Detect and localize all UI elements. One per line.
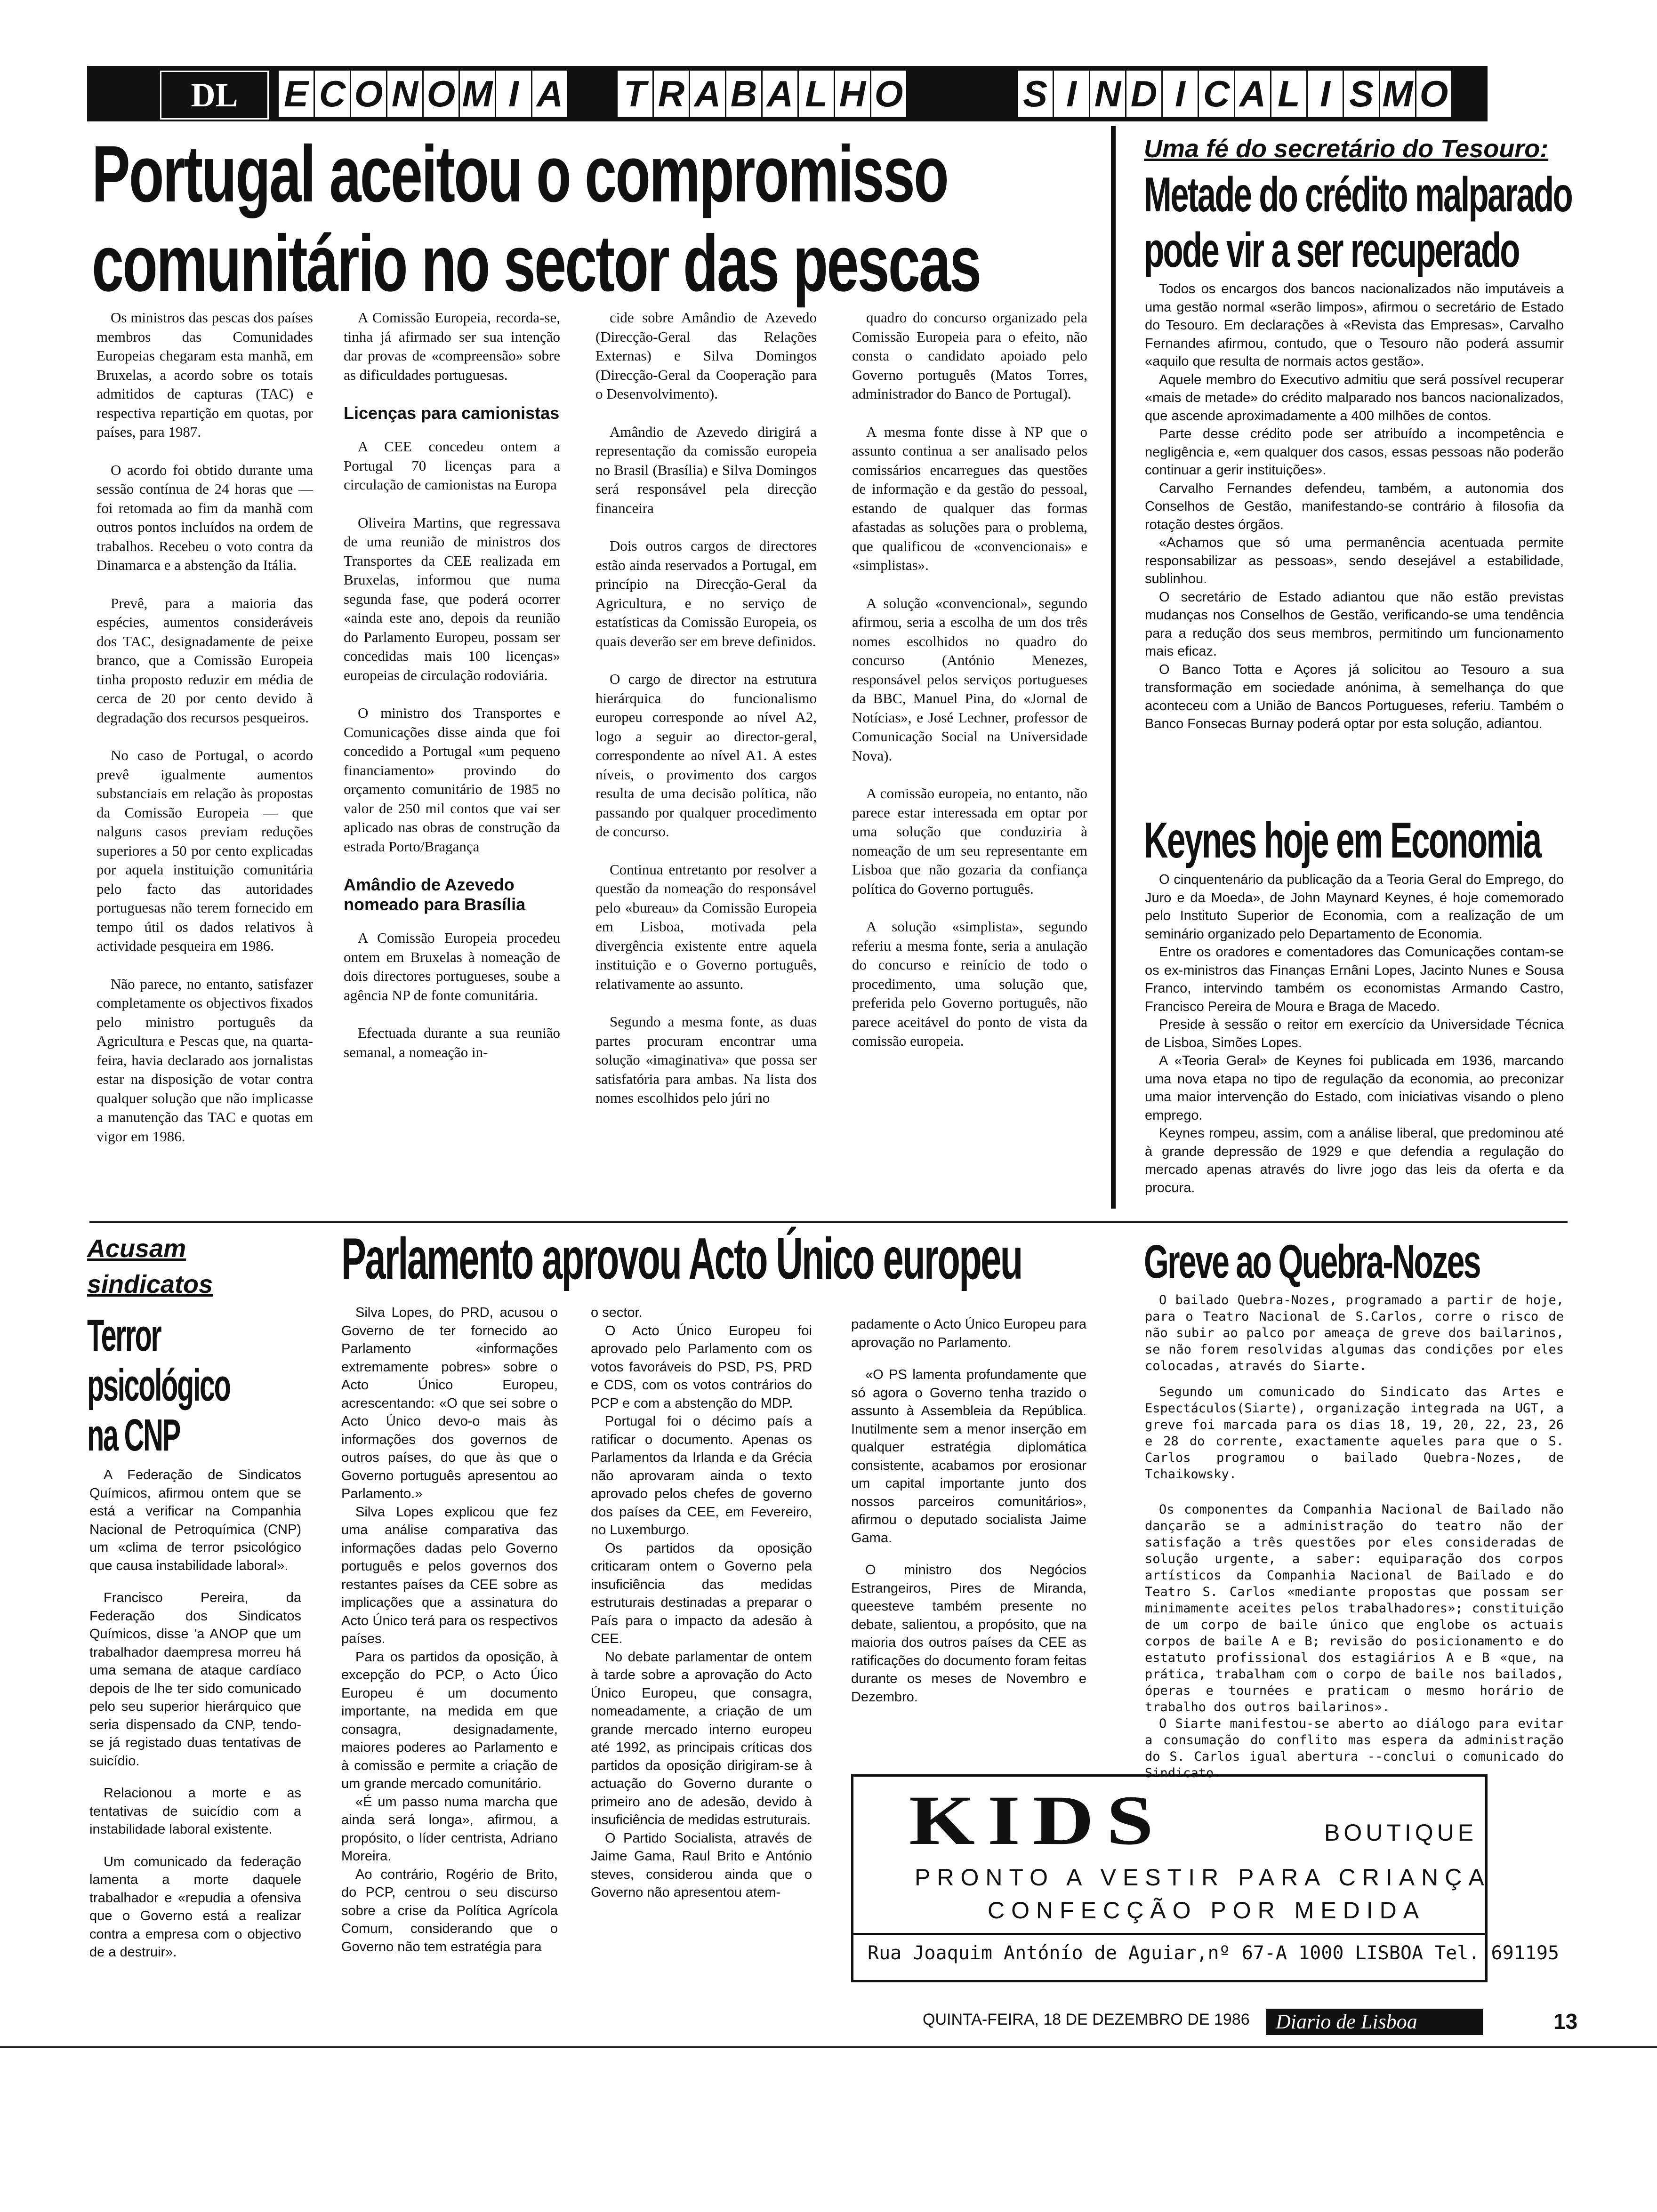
main-col4-p: quadro do concurso organizado pela Comissão Europeia para o efeito, não consta o candidato apoiado pelo Governo português (Matos Torres, administrador do Banco de Portugal). bbox=[852, 309, 1087, 402]
sindicatos-kicker-line1: Acusam bbox=[87, 1234, 186, 1263]
main-col1-p: O acordo foi obtido durante uma sessão contínua de 24 horas que — foi retomada ao fim da manhã com outros pontos incluídos na ordem de trabalhos. Recebeu o voto contra da Dinamarca e a abstenção da Itália. bbox=[97, 461, 313, 573]
acto-col1-p: Para os partidos da oposição, à excepção do PCP, o Acto Úico Europeu é um documento importante, na medida em que consagra, designadamente, maiores poderes ao Parlamento e à comissão e permite a criação de um grande mercado comunitário. bbox=[341, 1649, 558, 1791]
footer-masthead: Diario de Lisboa bbox=[1276, 2010, 1417, 2033]
sindicatos-p: A Federação de Sindicatos Químicos, afirmou ontem que se está a verificar na Companhia Nacional de Petroquímica (CNP) um «clima de terror psicológico que causa instabilidade laboral». bbox=[89, 1467, 301, 1573]
keynes-headline: Keynes hoje em Economia bbox=[1144, 811, 1541, 868]
sindicatos-p: Um comunicado da federação lamenta a morte daquele trabalhador e «repudia a ofensiva que o Governo está a realizar contra a empresa com o objectivo de a destruir». bbox=[89, 1854, 301, 1960]
tesouro-kicker: Uma fé do secretário do Tesouro: bbox=[1144, 135, 1549, 163]
acto-col1 bbox=[341, 1304, 558, 1956]
sindicatos-p: Relacionou a morte e as tentativas de suicídio com a instabilidade laboral existente. bbox=[89, 1786, 301, 1837]
section-letter: S bbox=[1344, 71, 1380, 117]
section-letter: I bbox=[1308, 71, 1344, 117]
greve-p: Segundo um comunicado do Sindicato das Artes e Espectáculos(Siarte), organização integrada na UGT, a greve foi marcada para os dias 18, 19, 20, 22, 23, 26 e 28 do corrente, exactamente aqueles para que o S. Carlos programou o bailado Quebra-Nozes, de Tchaikowsky. bbox=[1145, 1385, 1564, 1482]
sindicatos-headline-line1: Terror bbox=[87, 1310, 161, 1361]
tesouro-p: «Achamos que só uma permanência acentuada permite responsabilizar as pessoas», sendo desejável a estabilidade, sublinhou. bbox=[1145, 535, 1564, 586]
main-col4-p: A solução «simplista», segundo referiu a mesma fonte, seria a anulação do concurso e reinício de todo o procedimento, uma solução que, preferida pelo Governo português, não parece aceitável do ponto de vista da comissão europeia. bbox=[852, 918, 1087, 1049]
acto-col1-p: Silva Lopes, do PRD, acusou o Governo de ter fornecido ao Parlamento «informações extremamente pobres» sobre o Acto Único Europeu, acrescentando: «O que sei sobre o Acto Único devo-o mais às informações dos governos de outros países, do que às que o Governo português apresentou ao Parlamento.» bbox=[341, 1305, 558, 1501]
main-col1-p: No caso de Portugal, o acordo prevê igualmente aumentos substanciais em relação às propostas da Comissão Europeia — que nalguns casos previam reduções superiores a 50 por cento explicadas por aquela instituição comunitária pelo facto das autoridades portuguesas não terem fornecido em tempo útil os dados relativos à actividade pesqueira em 1986. bbox=[97, 747, 313, 954]
section-letter: B bbox=[726, 71, 763, 117]
keynes-body bbox=[1145, 871, 1564, 1197]
greve-p: O bailado Quebra-Nozes, programado a partir de hoje, para o Teatro Nacional de S.Carlos, corre o risco de não subir ao palco por ameaça de greve dos bailarinos, se não forem resolvidas algumas das condições por eles colocadas, através do Siarte. bbox=[1145, 1293, 1564, 1373]
main-col3-p: cide sobre Amândio de Azevedo (Direcção-Geral das Relações Externas) e Silva Domingos (Direcção-Geral da Cooperação para o Desenvolvimento). bbox=[595, 309, 817, 402]
main-col3-p: Segundo a mesma fonte, as duas partes procuram encontrar uma solução «imaginativa» que possa ser satisfatória para ambas. Na lista dos nomes escolhidos pelo júri no bbox=[595, 1013, 817, 1106]
greve-p: O Siarte manifestou-se aberto ao diálogo para evitar a consumação do conflito mas espera da administração do S. Carlos igual abertura --conclui o comunicado do Sindicato. bbox=[1145, 1716, 1564, 1780]
main-col3-p: Dois outros cargos de directores estão ainda reservados a Portugal, em princípio na Direcção-Geral da Agricultura, e no serviço de estatísticas da Comissão Europeia, os quais deverão ser em breve definidos. bbox=[595, 537, 817, 649]
main-col4-p: A comissão europeia, no entanto, não parece estar interessada em optar por uma solução que conduziria à nomeação de um seu representante em Lisboa que não gozaria da confiança política do Governo português. bbox=[852, 785, 1087, 897]
newspaper-logo: DL bbox=[160, 71, 269, 120]
main-col3-p: O cargo de director na estrutura hierárquica do funcionalismo europeu corresponde ao nível A2, logo a seguir ao director-geral, correspondente ao nível A1. A estes níveis, o provimento dos cargos resulta de uma decisão política, não passando por qualquer procedimento de concurso. bbox=[595, 671, 817, 840]
section-letter: A bbox=[690, 71, 726, 117]
main-col3-p: Continua entretanto por resolver a questão da nomeação do responsável pelo «bureau» da Comissão Europeia em Lisboa, motivada pela divergência existente entre aquela instituição e o Governo português, relativamente ao assunto. bbox=[595, 861, 817, 992]
column-rule bbox=[1111, 126, 1116, 1209]
subhead-amandio: Amândio de Azevedo nomeado para Brasília bbox=[344, 875, 526, 914]
acto-col2-p: No debate parlamentar de ontem à tarde sobre a aprovação do Acto Único Europeu, que consagra, nomeadamente, a criação de um grande mercado interno europeu até 1992, as principais críticas dos partidos da oposição dirigiram-se à actuação do Governo durante o primeiro ano de adesão, devido à insuficiência de medidas estruturais. bbox=[591, 1649, 812, 1827]
page-number: 13 bbox=[1553, 2009, 1578, 2034]
acto-col2-p: Os partidos da oposição criticaram ontem o Governo pela insuficiência das medidas estruturais destinadas a preparar o País para o impacto da adesão à CEE. bbox=[591, 1540, 812, 1646]
acto-col1-p: Ao contrário, Rogério de Brito, do PCP, centrou o seu discurso sobre a crise da Política Agrícola Comum, considerando que o Governo não tem estratégia para bbox=[341, 1867, 558, 1955]
section-letter: C bbox=[1199, 71, 1235, 117]
main-col2-p: A Comissão Europeia, recorda-se, tinha já afirmado ser sua intenção dar provas de «compreensão» sobre as dificuldades portuguesas. bbox=[344, 309, 560, 383]
section-letter: T bbox=[618, 71, 654, 117]
sindicatos-headline-line3: na CNP bbox=[87, 1410, 180, 1460]
section-letter: L bbox=[1271, 71, 1308, 117]
section-letter: N bbox=[1090, 71, 1126, 117]
section-letter: A bbox=[1235, 71, 1271, 117]
main-col2-p: A CEE concedeu ontem a Portugal 70 licenças para a circulação de camionistas na Europa bbox=[344, 438, 560, 493]
main-headline-line1: Portugal aceitou o compromisso bbox=[92, 129, 948, 219]
main-col2-p: O ministro dos Transportes e Comunicações disse ainda que foi concedido a Portugal «um pequeno financiamento» provindo do orçamento comunitário de 1985 no valor de 250 mil contos que vai ser aplicado nas obras de construção da estrada Porto/Bragança bbox=[344, 705, 560, 855]
section-letter: I bbox=[1054, 71, 1090, 117]
section-letter: H bbox=[835, 71, 871, 117]
main-col1 bbox=[97, 308, 313, 1165]
sindicatos-headline-line2: psicológico bbox=[87, 1360, 230, 1411]
section-letter: O bbox=[1416, 71, 1453, 117]
main-col2 bbox=[344, 308, 560, 1081]
acto-unico-headline: Parlamento aprovou Acto Único europeu bbox=[341, 1226, 1022, 1291]
sindicatos-body bbox=[89, 1466, 301, 1962]
section-tab-sindicalismo bbox=[1018, 71, 1453, 117]
ad-brand: KIDS bbox=[909, 1781, 1166, 1859]
main-col1-p: Prevê, para a maioria das espécies, aumentos consideráveis dos TAC, designadamente de peixe branco, que a Comissão Europeia tinha proposto reduzir em média de cerca de 20 por cento devido à degradação dos recursos pesqueiros. bbox=[97, 594, 313, 726]
section-letter: A bbox=[532, 71, 569, 117]
acto-col3-p: «O PS lamenta profundamente que só agora o Governo tenha trazido o assunto à Assembleia da República. Inutilmente sem a menor inserção em qualquer estratégia diplomática consistente, acabamos por erosionar um capital importante junto dos nossos parceiros comunitários», afirmou o deputado socialista Jaime Gama. bbox=[851, 1367, 1086, 1546]
acto-col2-p: o sector. bbox=[591, 1305, 643, 1320]
greve-p: Os componentes da Companhia Nacional de Bailado não dançarão se a administração do teatro não der satisfação a três questões por eles consideradas de solução urgente, a saber: equiparação dos corpos artísticos da Companhia Nacional de Bailado e do Teatro S. Carlos «mediante propostas que possam ser minimamente aceites pelos trabalhadores»; constituição de um corpo de baile único que englobe os actuais corpos de baile A e B; revisão do posicionamento e do estatuto profissional dos estagiários A e B «que, na prática, trabalham com o corpo de baile nos bailados, óperas e tournées e praticam o mesmo horário de trabalho dos outros bailarinos». bbox=[1145, 1502, 1564, 1715]
ad-tag: BOUTIQUE bbox=[1324, 1819, 1478, 1846]
section-letter: R bbox=[654, 71, 690, 117]
section-letter: C bbox=[315, 71, 351, 117]
section-divider bbox=[89, 1221, 1568, 1223]
kids-boutique-ad bbox=[851, 1774, 1560, 1982]
section-tab-trabalho bbox=[618, 71, 908, 117]
section-letter: O bbox=[871, 71, 908, 117]
keynes-p: Keynes rompeu, assim, com a análise liberal, que predominou até à grande depressão de 1929 e que defendia a regulação do mercado apenas através do livre jogo das leis da oferta e da procura. bbox=[1145, 1126, 1564, 1195]
tesouro-body bbox=[1145, 280, 1564, 733]
main-col1-p: Os ministros das pescas dos países membros das Comunidades Europeias chegaram esta manhã, em Bruxelas, a acordo sobre os totais admitidos de capturas (TAC) e respectiva repartição em quotas, por países, para 1987. bbox=[97, 309, 313, 440]
sindicatos-headline bbox=[87, 1311, 230, 1460]
subhead-licencas: Licenças para camionistas bbox=[344, 403, 560, 423]
section-letter: N bbox=[387, 71, 424, 117]
sindicatos-kicker-line2: sindicatos bbox=[87, 1270, 213, 1298]
main-col3-p: Amândio de Azevedo dirigirá a representação da comissão europeia no Brasil (Brasília) e Silva Domingos será responsável pela direcção financeira bbox=[595, 423, 817, 516]
section-letter: M bbox=[1380, 71, 1416, 117]
acto-col3 bbox=[851, 1315, 1086, 1706]
acto-col2-p: O Acto Único Europeu foi aprovado pelo Parlamento com os votos favoráveis do PSD, PS, PRD e CDS, com os votos contrários do PCP e com a abstenção do MDP. bbox=[591, 1323, 812, 1411]
section-letter: A bbox=[763, 71, 799, 117]
keynes-p: O cinquentenário da publicação da a Teoria Geral do Emprego, do Juro e da Moeda», de John Maynard Keynes, é hoje comemorado pelo Instituto Superior de Economia, com a realização de um seminário organizado pelo Departamento de Economia. bbox=[1145, 872, 1564, 942]
tesouro-p: Carvalho Fernandes defendeu, também, a autonomia dos Conselhos de Gestão, manifestando-se contrário à filosofia da rotação destes órgãos. bbox=[1145, 481, 1564, 532]
section-tab-economia bbox=[279, 71, 569, 117]
ad-line2: CONFECÇÃO POR MEDIDA bbox=[988, 1897, 1426, 1923]
acto-col2 bbox=[591, 1304, 812, 1902]
main-col4-p: A mesma fonte disse à NP que o assunto continua a ser analisado pelos comissários encarregues das questões de informação e da gestão do pessoal, estando de qualquer das formas afastadas as soluções para o problema, que qualificou de «convencionais» e «simplistas». bbox=[852, 423, 1087, 573]
main-col2-p: A Comissão Europeia procedeu ontem em Bruxelas à nomeação de dois directores portugueses, soube a agência NP de fonte comunitária. bbox=[344, 930, 560, 1003]
main-col2-p: Oliveira Martins, que regressava de uma reunião de ministros dos Transportes da CEE realizada em Bruxelas, informou que numa segunda fase, que poderá ocorrer «ainda este ano, depois da reunião do Parlamento Europeu, possam ser concedidas mais 100 licenças» europeias de circulação rodoviária. bbox=[344, 514, 560, 683]
footer-date: QUINTA-FEIRA, 18 DE DEZEMBRO DE 1986 bbox=[923, 2011, 1250, 2028]
ad-address: Rua Joaquim Antónío de Aguiar,nº 67-A 1000 LISBOA Tel. 691195 bbox=[868, 1942, 1560, 1964]
acto-col1-p: Silva Lopes explicou que fez uma análise comparativa das informações dadas pelo Governo português e pelos governos dos restantes países da CEE sobre as implicações que a assinatura do Acto Único terá para os respectivos países. bbox=[341, 1504, 558, 1646]
section-letter: M bbox=[460, 71, 496, 117]
keynes-p: Preside à sessão o reitor em exercício da Universidade Técnica de Lisboa, Simões Lopes. bbox=[1145, 1017, 1564, 1050]
main-col1-p: Não parece, no entanto, satisfazer completamente os objectivos fixados pelo ministro português da Agricultura e Pescas que, na quarta-feira, havia declarado aos jornalistas estar na disposição de votar contra qualquer solução que não implicasse a manutenção das TAC e quotas em vigor em 1986. bbox=[97, 975, 313, 1145]
acto-col1-p: «É um passo numa marcha que ainda será longa», afirmou, a propósito, o líder centrista, Adriano Moreira. bbox=[341, 1794, 558, 1864]
tesouro-headline bbox=[1144, 167, 1572, 278]
acto-col3-p: padamente o Acto Único Europeu para aprovação no Parlamento. bbox=[851, 1317, 1086, 1350]
sindicatos-kicker bbox=[87, 1231, 213, 1302]
main-headline-line2: comunitário no sector das pescas bbox=[92, 219, 981, 308]
tesouro-p: Parte desse crédito pode ser atribuído a incompetência e negligência e, «em qualquer dos casos, essas pessoas não poderão continuar a gerir instituições». bbox=[1145, 426, 1564, 478]
section-letter: I bbox=[496, 71, 532, 117]
section-letter: O bbox=[351, 71, 387, 117]
main-col4 bbox=[852, 308, 1087, 1070]
greve-headline: Greve ao Quebra-Nozes bbox=[1144, 1235, 1480, 1288]
keynes-p: Entre os oradores e comentadores das Comunicações contam-se os ex-ministros das Finanças Ernâni Lopes, Jacinto Nunes e Sousa Franco, intervindo também os economistas Armando Castro, Francisco Pereira de Moura e Braga de Macedo. bbox=[1145, 945, 1564, 1014]
greve-body bbox=[1145, 1292, 1564, 1781]
main-col2-p: Efectuada durante a sua reunião semanal, a nomeação in- bbox=[344, 1025, 560, 1060]
main-headline bbox=[92, 129, 980, 308]
ad-divider bbox=[853, 1933, 1485, 1935]
tesouro-headline-line2: pode vir a ser recuperado bbox=[1144, 223, 1519, 278]
tesouro-p: O secretário de Estado adiantou que não estão previstas mudanças nos Conselhos de Gestão, verificando-se uma tendência para a redução dos seus membros, permitindo um funcionamento mais eficaz. bbox=[1145, 589, 1564, 659]
tesouro-headline-line1: Metade do crédito malparado bbox=[1144, 168, 1572, 222]
section-letter: D bbox=[1126, 71, 1163, 117]
page-bottom-rule bbox=[0, 2046, 1657, 2048]
main-col4-p: A solução «convencional», segundo afirmou, seria a escolha de um dos três nomes escolhidos no quadro do concurso (António Menezes, responsável pelos serviços portugueses da BBC, Manuel Pina, do «Jornal de Notícias», e José Lechner, professor de Comunicação Social na Universidade Nova). bbox=[852, 594, 1087, 764]
tesouro-p: O Banco Totta e Açores já solicitou ao Tesouro a sua transformação em sociedade anónima, à semelhança do que aconteceu com a União de Bancos Portugueses, referiu. Também o Banco Fonsecas Burnay poderá optar por esta solução, adiantou. bbox=[1145, 662, 1564, 731]
section-letter: L bbox=[799, 71, 835, 117]
acto-col2-p: O Partido Socialista, através de Jaime Gama, Raul Brito e António steves, considerou ainda que o Governo não apresentou atem- bbox=[591, 1830, 812, 1900]
ad-line1: PRONTO A VESTIR PARA CRIANÇA bbox=[915, 1864, 1491, 1891]
keynes-p: A «Teoria Geral» de Keynes foi publicada em 1936, marcando uma nova etapa no tipo de regulação da economia, ao preconizar uma maior intervenção do Estado, com iniciativas visando o pleno emprego. bbox=[1145, 1053, 1564, 1123]
section-letter: I bbox=[1163, 71, 1199, 117]
tesouro-p: Todos os encargos dos bancos nacionalizados não imputáveis a uma gestão normal «serão limpos», afirmou o secretário de Estado do Tesouro. Em declarações à «Revista das Empresas», Carvalho Fernandes afirmou, contudo, que o Tesouro não poderá assumir «aquilo que resulta de normais actos gestão». bbox=[1145, 281, 1564, 369]
section-letter: E bbox=[279, 71, 315, 117]
section-letter: O bbox=[424, 71, 460, 117]
section-letter: S bbox=[1018, 71, 1054, 117]
acto-col3-p: O ministro dos Negócios Estrangeiros, Pires de Miranda, queesteve também presente no debate, salientou, a propósito, que na maioria dos outros países da CEE as ratificações do documento foram feitas durante os meses de Novembro e Dezembro. bbox=[851, 1563, 1086, 1705]
main-col3 bbox=[595, 308, 817, 1127]
acto-col2-p: Portugal foi o décimo país a ratificar o documento. Apenas os Parlamentos da Irlanda e da Grécia não aprovaram ainda o texto aprovado pelos chefes de governo dos países da CEE, em Fevereiro, no Luxemburgo. bbox=[591, 1414, 812, 1538]
sindicatos-p: Francisco Pereira, da Federação dos Sindicatos Químicos, disse 'a ANOP que um trabalhador daempresa morreu há uma semana de ataque cardíaco depois de lhe ter sido comunicado pelo seu superior hierárquico que seria dispensado da CNP, tendo-se já registado duas tentativas de suicídio. bbox=[89, 1590, 301, 1769]
tesouro-p: Aquele membro do Executivo admitiu que será possível recuperar «mais de metade» do crédito malparado nos bancos nacionalizados, que ascende aproximadamente a 400 milhões de contos. bbox=[1145, 372, 1564, 424]
